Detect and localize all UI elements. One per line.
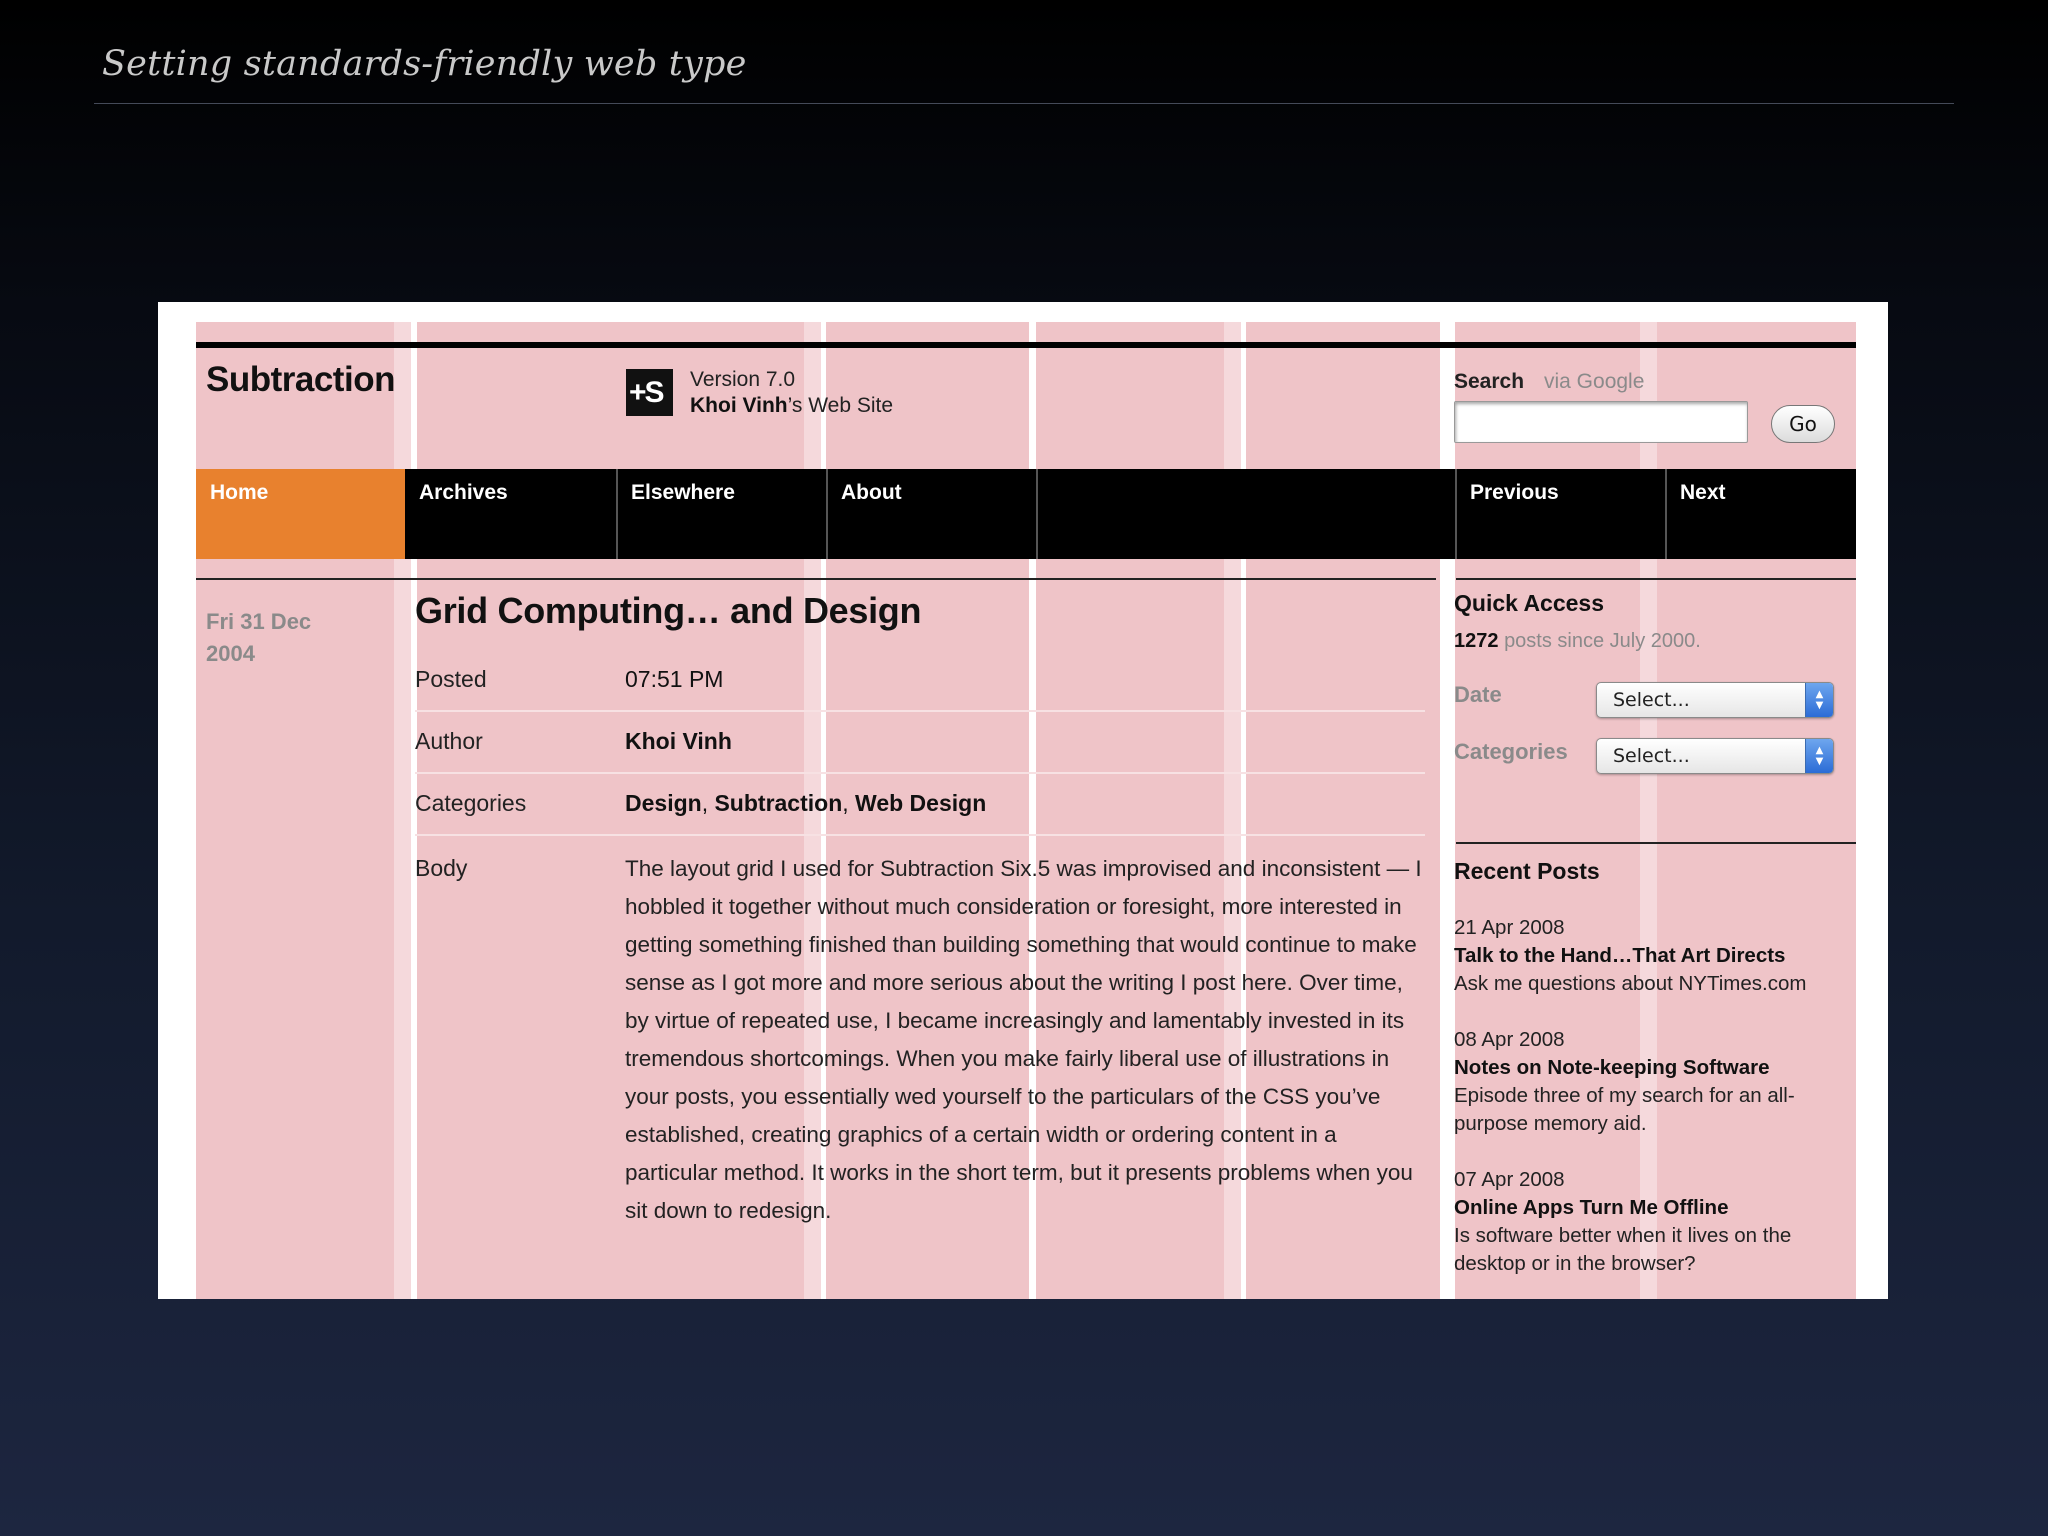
post-date [206,606,311,670]
post-title[interactable]: Grid Computing… and Design [415,590,922,631]
recent-post-link[interactable]: Talk to the Hand…That Art Directs [1454,944,1786,967]
search-label: Search [1454,370,1525,393]
nav-divider [1665,469,1667,559]
categories-label: Categories [415,790,527,816]
nav-elsewhere[interactable]: Elsewhere [617,469,827,559]
sidebar-rule [1456,842,1856,844]
recent-post-link[interactable]: Notes on Note-keeping Software [1454,1056,1770,1079]
recent-post-desc: Episode three of my search for an all-purpose memory aid. [1454,1084,1795,1135]
category-link[interactable]: Subtraction [714,790,843,816]
version-label: Version 7.0 [690,368,796,391]
nav-divider [616,469,618,559]
nav-spacer [1037,469,1456,559]
recent-post-date: 07 Apr 2008 [1454,1168,1565,1191]
recent-post-date: 08 Apr 2008 [1454,1028,1565,1051]
byline-suffix: ’s Web Site [787,394,894,417]
quick-access-title: Quick Access [1454,590,1605,616]
recent-post-date: 21 Apr 2008 [1454,916,1565,939]
posted-value: 07:51 PM [625,666,724,692]
byline-name: Khoi Vinh [690,394,788,417]
post-count-number: 1272 [1454,630,1499,652]
sidebar-rule [1456,578,1856,580]
recent-posts-title: Recent Posts [1454,858,1600,884]
category-separator: , [701,790,715,816]
select-arrows-icon: ▲ ▼ [1805,739,1833,773]
categories-select[interactable] [1596,738,1834,774]
recent-post-desc: Is software better when it lives on the desktop or in the browser? [1454,1224,1792,1275]
search-input[interactable] [1454,401,1748,443]
subtraction-logo-icon[interactable]: +S [626,369,673,416]
recent-post-desc: Ask me questions about NYTimes.com [1454,972,1807,995]
category-link[interactable]: Web Design [855,790,987,816]
site-title[interactable]: Subtraction [206,360,395,399]
slide-title: Setting standards-friendly web type [102,44,747,84]
select-arrows-icon: ▲ ▼ [1805,683,1833,717]
posted-label: Posted [415,666,487,692]
author-label: Author [415,728,483,754]
date-select[interactable] [1596,682,1834,718]
post-body: The layout grid I used for Subtraction Six.5 was improvised and inconsistent — I hobbled it together without much consideration or foresight, more interested in getting something finished than building something that would continue to make sense as I got more and more serious about the writing I post here. Over time, by virtue of repeated use, I became increasingly and lamentably invested in its tremendous shortcomings. When you make fairly liberal use of illustrations in your posts, you essentially wed yourself to the particulars of the CSS you’ve established, creating graphics of a certain width or ordering content in a particular method. It works in the short term, but it presents problems when you sit down to redesign. [625,856,1422,1223]
nav-divider [826,469,828,559]
categories-list [625,790,986,817]
nav-about[interactable]: About [827,469,1037,559]
content-rule [196,578,1436,580]
post-date-day: Fri 31 Dec [206,609,312,634]
nav-divider [1455,469,1457,559]
nav-archives[interactable]: Archives [405,469,617,559]
go-button[interactable]: Go [1771,405,1835,443]
categories-select-value: Select... [1613,745,1690,767]
author-link[interactable]: Khoi Vinh [625,728,732,754]
meta-divider [415,834,1425,836]
date-label: Date [1454,682,1502,707]
top-rule [196,342,1856,348]
recent-post-link[interactable]: Online Apps Turn Me Offline [1454,1196,1729,1219]
categories-filter-label: Categories [1454,739,1568,764]
post-count-suffix: posts since July 2000. [1504,630,1701,652]
category-link[interactable]: Design [625,790,702,816]
date-select-value: Select... [1613,689,1690,711]
nav-divider [1036,469,1038,559]
post-count [1454,630,1701,653]
post-date-year: 2004 [206,641,255,666]
website-screenshot [158,302,1888,1299]
nav-previous[interactable]: Previous [1456,469,1666,559]
search-via-label: via Google [1544,370,1645,393]
nav-next[interactable]: Next [1666,469,1856,559]
category-separator: , [842,790,856,816]
subtraction-page [196,322,1856,1299]
meta-divider [415,710,1425,712]
body-label: Body [415,855,468,881]
slide-title-rule [94,103,1954,104]
meta-divider [415,772,1425,774]
nav-home[interactable]: Home [196,469,405,559]
byline [690,394,893,418]
